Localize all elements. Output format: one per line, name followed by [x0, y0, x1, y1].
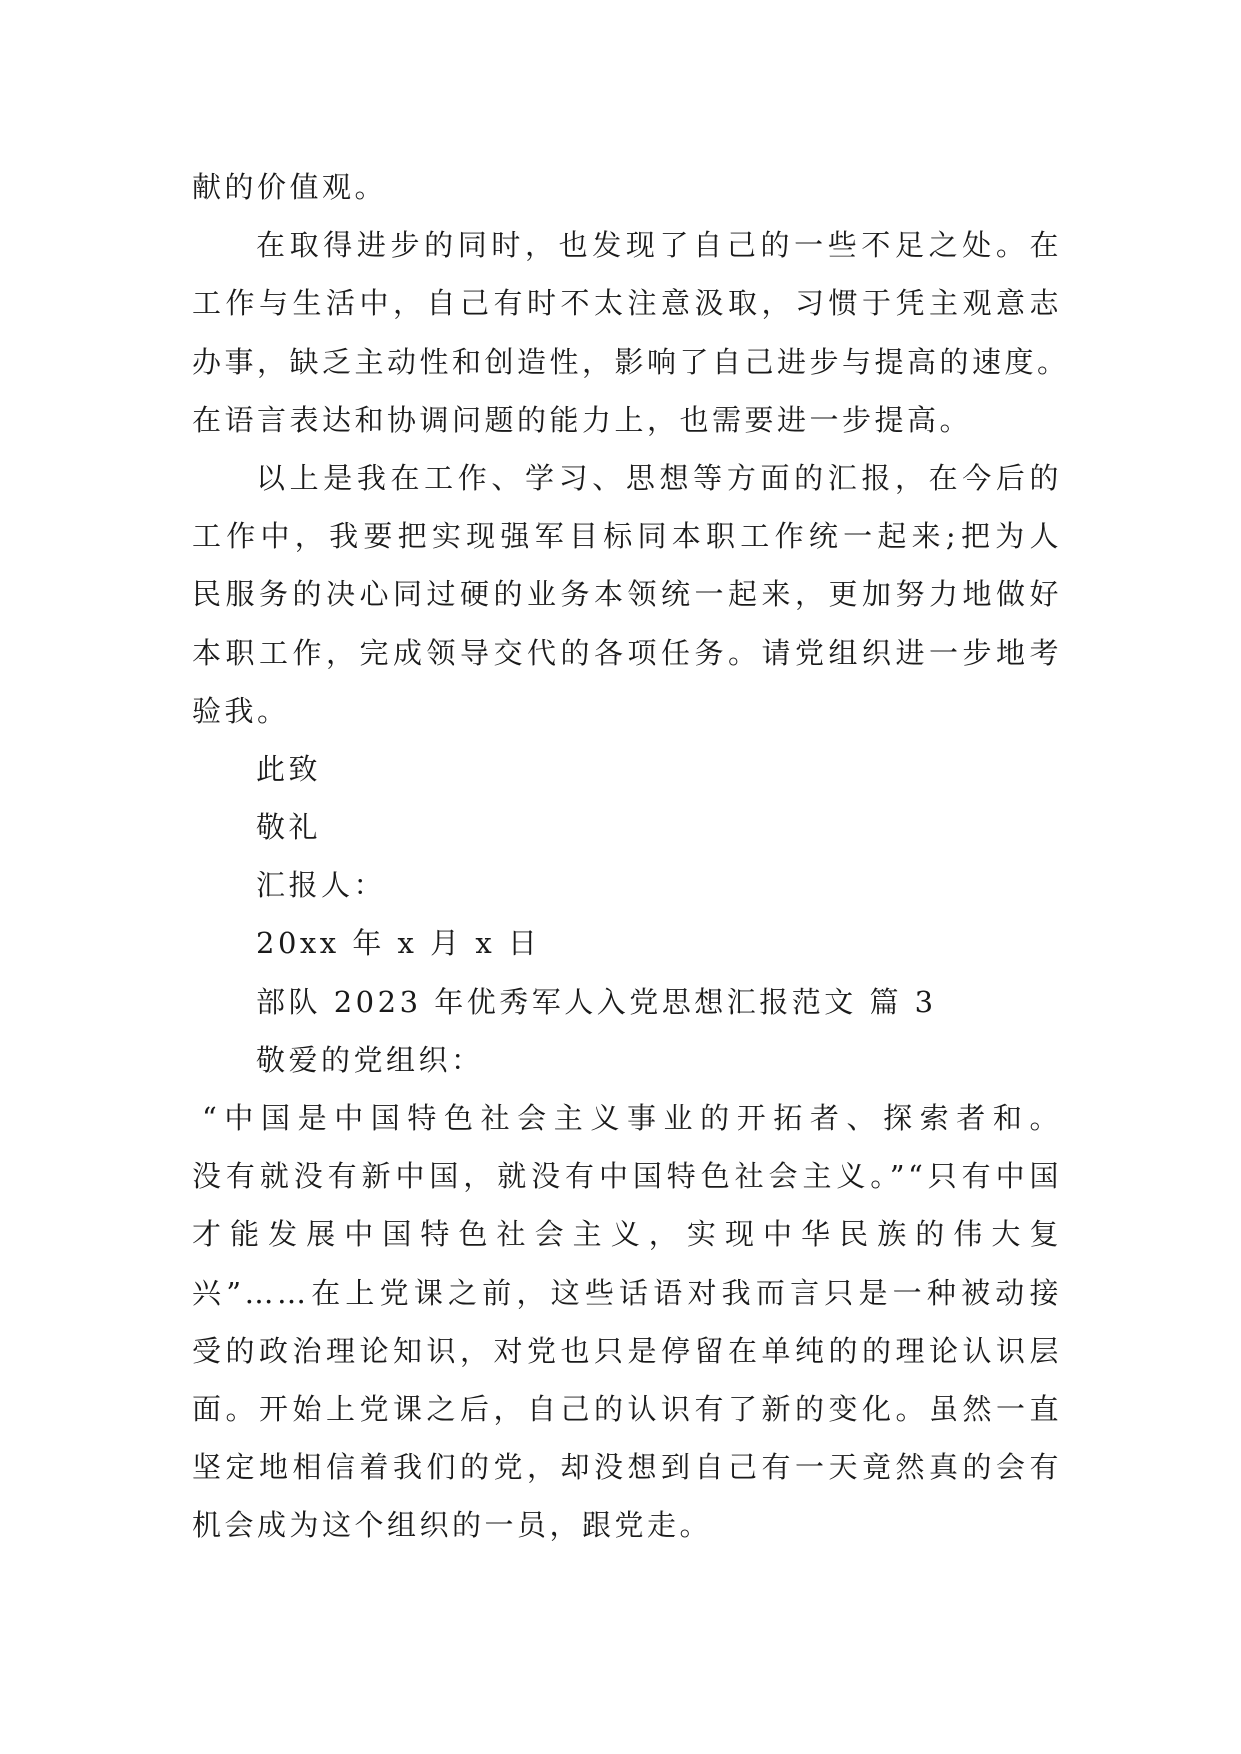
text-line: 本职工作，完成领导交代的各项任务。请党组织进一步地考	[192, 635, 1062, 670]
document-body	[192, 158, 1070, 1555]
text-line: 在取得进步的同时，也发现了自己的一些不足之处。在	[256, 228, 1062, 263]
text-line: 受的政治理论知识，对党也只是停留在单纯的的理论认识层	[192, 1333, 1062, 1368]
text-line: 面。开始上党课之后，自己的认识有了新的变化。虽然一直	[192, 1391, 1062, 1426]
text-line: 在语言表达和协调问题的能力上，也需要进一步提高。	[192, 402, 973, 437]
report-date: 20xx 年 x 月 x 日	[256, 926, 541, 961]
text-line: 机会成为这个组织的一员，跟党走。	[192, 1508, 713, 1543]
text-line: “中国是中国特色社会主义事业的开拓者、探索者和。	[202, 1101, 1062, 1135]
text-line: 工作中，我要把实现强军目标同本职工作统一起来;把为人	[192, 519, 1062, 554]
text-line: 坚定地相信着我们的党，却没想到自己有一天竟然真的会有	[192, 1450, 1062, 1485]
text-line: 兴”……在上党课之前，这些话语对我而言只是一种被动接	[192, 1275, 1062, 1310]
text-line: 以上是我在工作、学习、思想等方面的汇报，在今后的	[256, 460, 1062, 495]
text-line: 献的价值观。	[192, 170, 388, 204]
text-line: 才能发展中国特色社会主义，实现中华民族的伟大复	[192, 1217, 1062, 1252]
text-line: 没有就没有新中国，就没有中国特色社会主义。”“只有中国	[192, 1159, 1062, 1194]
text-line: 办事，缺乏主动性和创造性，影响了自己进步与提高的速度。	[192, 344, 1070, 379]
text-line: 验我。	[192, 693, 290, 728]
closing-regards: 敬礼	[256, 810, 322, 845]
reporter-label: 汇报人：	[256, 868, 387, 903]
text-line: 民服务的决心同过硬的业务本领统一起来，更加努力地做好	[192, 577, 1062, 612]
section-heading: 部队 2023 年优秀军人入党思想汇报范文 篇 3	[256, 984, 937, 1019]
closing-salutation: 此致	[256, 751, 322, 786]
letter-greeting: 敬爱的党组织：	[256, 1042, 484, 1077]
text-line: 工作与生活中，自己有时不太注意汲取，习惯于凭主观意志	[192, 286, 1062, 321]
